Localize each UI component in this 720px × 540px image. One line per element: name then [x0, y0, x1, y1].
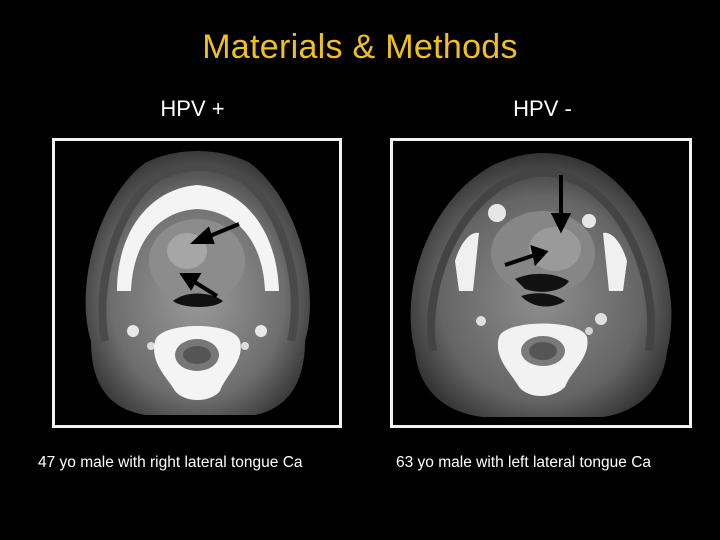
ct-image-hpv-positive [52, 138, 342, 428]
ct-scan-left [55, 141, 339, 425]
ct-image-hpv-negative [390, 138, 692, 428]
slide-title: Materials & Methods [202, 28, 518, 66]
ct-scan-right [393, 141, 689, 425]
panel-right-label: HPV - [513, 96, 572, 121]
panel-right-caption: 63 yo male with left lateral tongue Ca [396, 454, 652, 471]
panel-left-label: HPV + [160, 96, 225, 121]
panel-left-caption: 47 yo male with right lateral tongue Ca [38, 454, 303, 471]
